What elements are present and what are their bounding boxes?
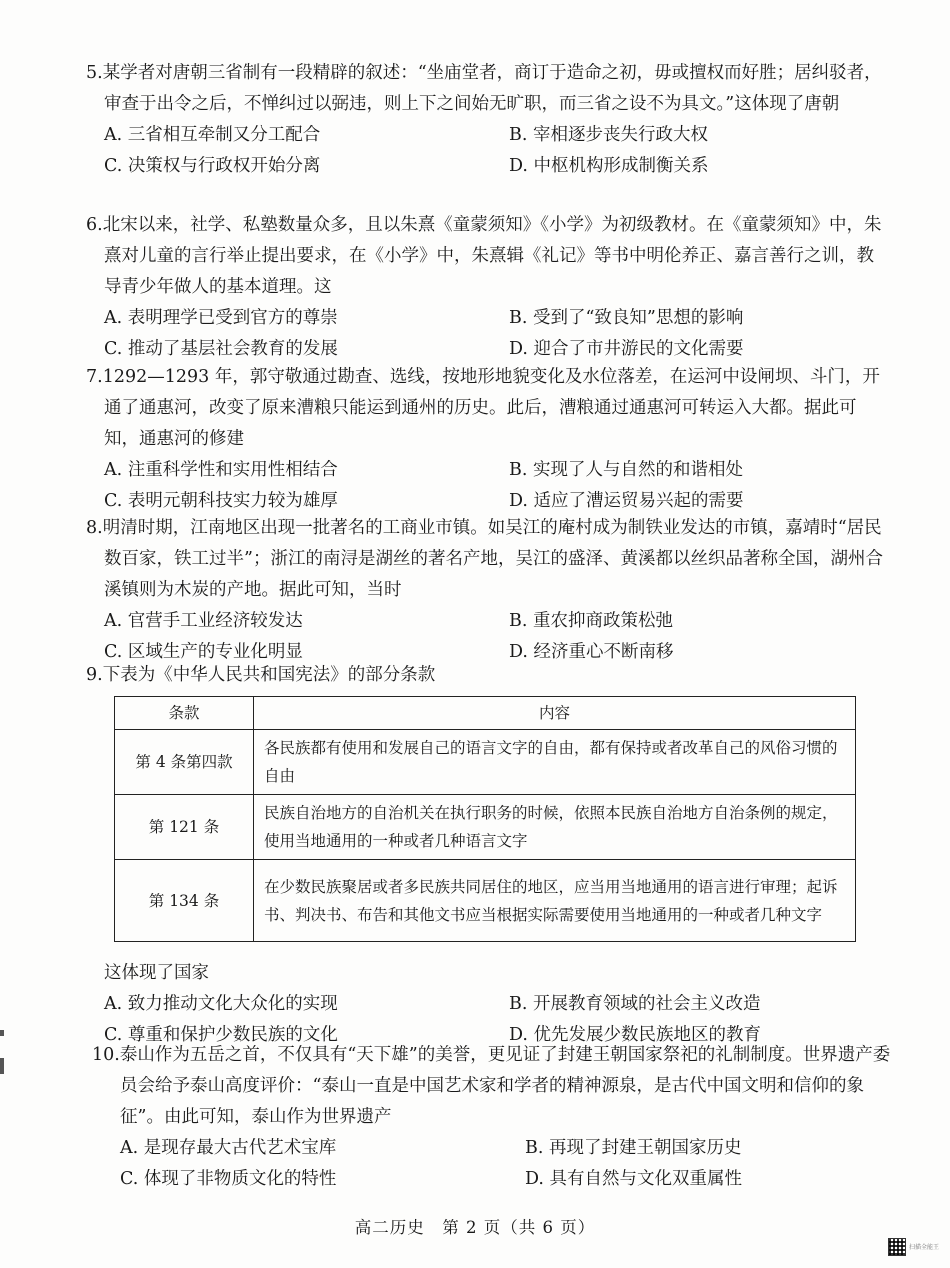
question-number: 7. xyxy=(86,367,103,387)
option-d: D. 中枢机构形成制衡关系 xyxy=(509,156,709,176)
options xyxy=(104,455,886,517)
question-text: 某学者对唐朝三省制有一段精辟的叙述：“坐庙堂者，商订于造命之初，毋或擅权而好胜；居纠驳者，审查于出令之后，不惮纠过以弼违，则上下之间始无旷职，而三省之设不为具文。”这体现了唐朝 xyxy=(102,63,882,114)
options xyxy=(104,606,886,668)
question-stem xyxy=(86,660,886,691)
table-cell-article: 第 134 条 xyxy=(115,860,254,942)
question-stem xyxy=(86,210,886,303)
question-number: 8. xyxy=(86,518,103,538)
scan-edge-mark xyxy=(0,1058,4,1074)
option-b: B. 实现了人与自然的和谐相处 xyxy=(509,460,743,480)
table-header: 条款 xyxy=(115,697,254,730)
option-b: B. 再现了封建王朝国家历史 xyxy=(525,1138,742,1158)
question-8 xyxy=(86,513,886,668)
question-stem xyxy=(92,1040,892,1133)
option-a: A. 官营手工业经济较发达 xyxy=(104,611,303,631)
question-number: 10. xyxy=(92,1045,120,1065)
question-text: 下表为《中华人民共和国宪法》的部分条款 xyxy=(102,665,436,685)
option-d: D. 优先发展少数民族地区的教育 xyxy=(509,1025,762,1045)
table-cell-content: 在少数民族聚居或者多民族共同居住的地区，应当用当地通用的语言进行审理；起诉书、判决书、布告和其他文书应当根据实际需要使用当地通用的一种或者几种文字 xyxy=(254,860,856,942)
constitution-table xyxy=(114,696,856,942)
options xyxy=(104,303,886,365)
question-text: 泰山作为五岳之首，不仅具有“天下雄”的美誉，更见证了封建王朝国家祭祀的礼制制度。世界遗产委员会给予泰山高度评价：“泰山一直是中国艺术家和学者的精神源泉，是古代中国文明和信仰的象征”。由此可知，泰山作为世界遗产 xyxy=(119,1045,891,1127)
question-number: 5. xyxy=(86,63,103,83)
option-b: B. 重农抑商政策松弛 xyxy=(509,611,673,631)
table-cell-content: 民族自治地方的自治机关在执行职务的时候，依照本民族自治地方自治条例的规定，使用当地通用的一种或者几种语言文字 xyxy=(254,795,856,860)
option-c: C. 区域生产的专业化明显 xyxy=(104,642,303,662)
option-c: C. 决策权与行政权开始分离 xyxy=(104,156,321,176)
question-7 xyxy=(86,362,886,517)
option-a: A. 致力推动文化大众化的实现 xyxy=(104,994,338,1014)
question-9-conclusion xyxy=(104,958,904,1051)
table-cell-content: 各民族都有使用和发展自己的语言文字的自由，都有保持或者改革自己的风俗习惯的自由 xyxy=(254,730,856,795)
question-10 xyxy=(92,1040,892,1195)
option-d: D. 适应了漕运贸易兴起的需要 xyxy=(509,491,744,511)
table-row xyxy=(115,795,856,860)
watermark-text: 扫描全能王 xyxy=(909,1243,940,1251)
question-6 xyxy=(86,210,886,365)
option-b: B. 受到了“致良知”思想的影响 xyxy=(509,308,744,328)
option-c: C. 推动了基层社会教育的发展 xyxy=(104,339,338,359)
qr-code-icon xyxy=(888,1238,906,1256)
table-header: 内容 xyxy=(254,697,856,730)
option-b: B. 宰相逐步丧失行政大权 xyxy=(509,125,708,145)
question-number: 6. xyxy=(86,215,103,235)
question-text: 明清时期，江南地区出现一批著名的工商业市镇。如吴江的庵村成为制铁业发达的市镇，嘉靖时“居民数百家，铁工过半”；浙江的南浔是湖丝的著名产地，吴江的盛泽、黄溪都以丝织品著称全国，湖州合溪镇则为木炭的产地。据此可知，当时 xyxy=(102,518,883,600)
option-b: B. 开展教育领域的社会主义改造 xyxy=(509,994,761,1014)
question-stem xyxy=(86,362,886,455)
option-a: A. 表明理学已受到官方的尊崇 xyxy=(104,308,338,328)
table-row xyxy=(115,860,856,942)
question-9 xyxy=(86,660,886,691)
question-5 xyxy=(86,58,886,182)
option-d: D. 迎合了市井游民的文化需要 xyxy=(509,339,744,359)
conclusion-text: 这体现了国家 xyxy=(104,963,209,983)
page-footer: 高二历史 第 2 页（共 6 页） xyxy=(354,1218,596,1237)
question-stem xyxy=(86,513,886,606)
option-a: A. 三省相互牵制又分工配合 xyxy=(104,125,321,145)
question-text: 1292—1293 年，郭守敬通过勘查、选线，按地形地貌变化及水位落差，在运河中设闸坝、斗门，开通了通惠河，改变了原来漕粮只能运到通州的历史。此后，漕粮通过通惠河可转运入大都。据此可知，通惠河的修建 xyxy=(102,367,880,449)
question-stem xyxy=(86,58,886,120)
option-d: D. 经济重心不断南移 xyxy=(509,642,674,662)
table-cell-article: 第 121 条 xyxy=(115,795,254,860)
option-c: C. 体现了非物质文化的特性 xyxy=(120,1169,337,1189)
question-text: 北宋以来，社学、私塾数量众多，且以朱熹《童蒙须知》《小学》为初级教材。在《童蒙须知》中，朱熹对儿童的言行举止提出要求，在《小学》中，朱熹辑《礼记》等书中明伦养正、嘉言善行之训，教导青少年做人的基本道理。这 xyxy=(102,215,882,297)
option-a: A. 注重科学性和实用性相结合 xyxy=(104,460,338,480)
scan-edge-mark xyxy=(0,1030,4,1036)
table-header-row xyxy=(115,697,856,730)
table-cell-article: 第 4 条第四款 xyxy=(115,730,254,795)
options xyxy=(120,1133,892,1195)
scanner-watermark xyxy=(888,1237,946,1257)
option-a: A. 是现存最大古代艺术宝库 xyxy=(120,1138,337,1158)
table-row xyxy=(115,730,856,795)
options xyxy=(104,120,886,182)
question-number: 9. xyxy=(86,665,103,685)
option-c: C. 尊重和保护少数民族的文化 xyxy=(104,1025,338,1045)
option-d: D. 具有自然与文化双重属性 xyxy=(525,1169,743,1189)
option-c: C. 表明元朝科技实力较为雄厚 xyxy=(104,491,338,511)
